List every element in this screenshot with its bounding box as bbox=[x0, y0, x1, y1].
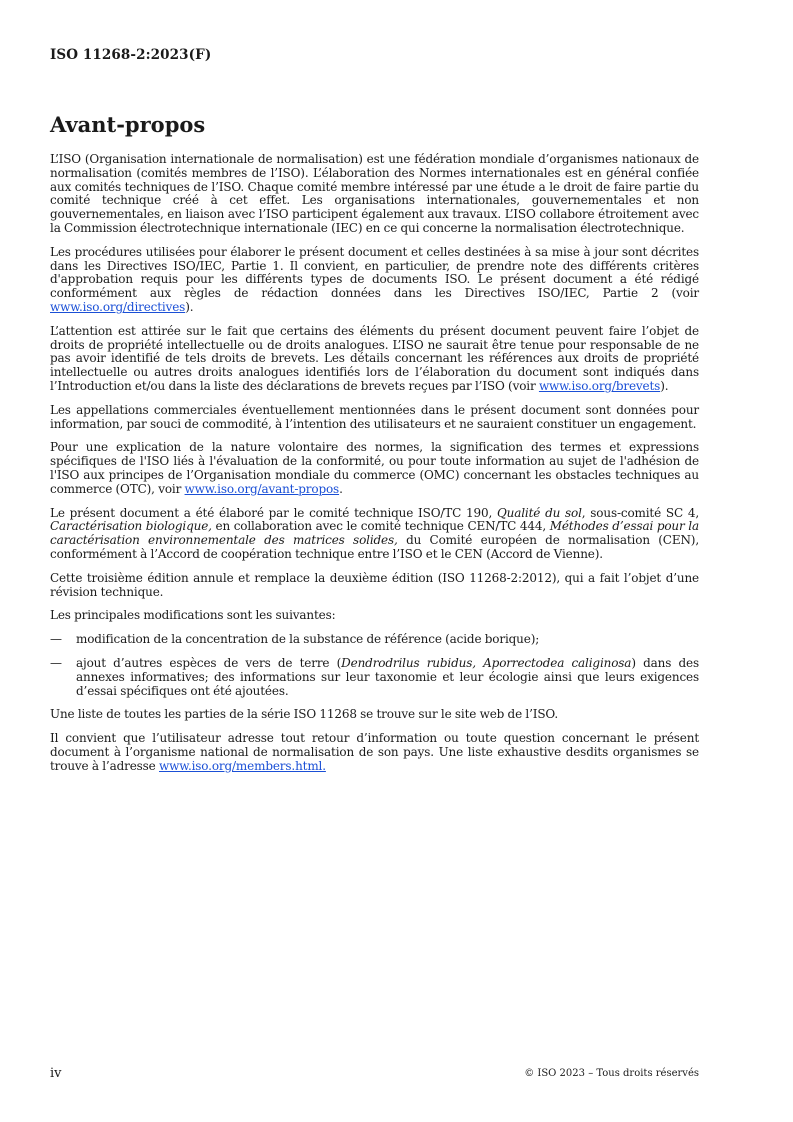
list-item-text-b: ) dans des annexes informatives; des informations sur leur taxonomie et leur écologie ainsi que leurs exigences d’essai spécifiques ont été ajoutées. bbox=[76, 655, 699, 698]
dash-bullet: — bbox=[50, 632, 62, 647]
list-item bbox=[50, 657, 699, 698]
committee-text-b: , sous-comité SC 4, bbox=[581, 505, 699, 520]
paragraph-trade-names: Les appellations commerciales éventuellement mentionnées dans le présent document sont données pour information, par souci de commodité, à l’intention des utilisateurs et ne sauraient constituer un engagement. bbox=[50, 402, 699, 431]
list-item bbox=[50, 633, 699, 647]
voluntary-text: Pour une explication de la nature volontaire des normes, la signification des termes et expressions spécifiques de l'ISO liés à l'évaluation de la conformité, ou pour toute information au sujet de l'adhésion de l'ISO aux principes de l’Organisation mondiale du commerce (OMC) concernant les obstacles techniques au commerce (OTC), voir bbox=[50, 440, 699, 496]
members-link[interactable]: www.iso.org/members.html. bbox=[159, 758, 326, 773]
paragraph-changes-intro: Les principales modifications sont les suivantes: bbox=[50, 608, 336, 623]
foreword-body bbox=[50, 153, 699, 783]
paragraph-procedures bbox=[50, 246, 699, 315]
cen-committee-subject: Méthodes d’essai pour la caractérisation environnementale des matrices solides, bbox=[50, 519, 699, 548]
paragraph-committee bbox=[50, 507, 699, 562]
committee-subject: Qualité du sol bbox=[496, 505, 582, 520]
paragraph-voluntary-nature bbox=[50, 441, 699, 496]
directives-link[interactable]: www.iso.org/directives bbox=[50, 299, 186, 314]
committee-text-d: du Comité européen de normalisation (CEN), conformément à l’Accord de coopération technique entre l’ISO et le CEN (Accord de Vienne). bbox=[50, 533, 699, 561]
patents-text: L’attention est attirée sur le fait que certains des éléments du présent document peuvent faire l’objet de droits de propriété intellectuelle ou de droits analogues. L’ISO ne saurait être tenue pour responsable de ne pas avoir identifié de tels droits de brevets. Les détails concernant les références aux droits de propriété intellectuelle ou autres droits analogues identifiés lors de l’élaboration du document sont indiqués dans l’Introduction et/ou dans la liste des déclarations de brevets reçues par l’ISO (voir bbox=[50, 323, 699, 393]
document-id: ISO 11268-2:2023(F) bbox=[50, 47, 212, 63]
page-number: iv bbox=[50, 1066, 62, 1081]
paragraph-series-list: Une liste de toutes les parties de la série ISO 11268 se trouve sur le site web de l’ISO. bbox=[50, 707, 559, 722]
committee-text-a: Le présent document a été élaboré par le comité technique ISO/TC 190, bbox=[50, 505, 497, 520]
procedures-text: Les procédures utilisées pour élaborer le présent document et celles destinées à sa mise à jour sont décrites dans les Directives ISO/IEC, Partie 1. Il convient, en particulier, de prendre note des différents critères d'approbation requis pour les différents types de documents ISO. Le présent document a été rédigé conformément aux règles de rédaction données dans les Directives ISO/IEC, Partie 2 (voir bbox=[50, 244, 699, 301]
paragraph-patents bbox=[50, 325, 699, 394]
foreword-link[interactable]: www.iso.org/avant-propos bbox=[184, 481, 340, 496]
copyright-notice: © ISO 2023 – Tous droits réservés bbox=[524, 1068, 699, 1079]
paragraph-iso-intro: L’ISO (Organisation internationale de normalisation) est une fédération mondiale d’organismes nationaux de normalisation (comités membres de l’ISO). L’élaboration des Normes internationales est en général confiée aux comités techniques de l’ISO. Chaque comité membre intéressé par une étude a le droit de faire partie du comité technique créé à cet effet. Les organisations internationales, gouvernementales et non gouvernementales, en liaison avec l’ISO participent également aux travaux. L’ISO collabore étroitement avec la Commission électrotechnique internationale (IEC) en ce qui concerne la normalisation électrotechnique. bbox=[50, 152, 699, 235]
feedback-text: Il convient que l’utilisateur adresse tout retour d’information ou toute question concernant le présent document à l’organisme national de normalisation de son pays. Une liste exhaustive desdits organismes se trouve à l’adresse bbox=[50, 731, 699, 773]
subcommittee-subject: Caractérisation biologique, bbox=[50, 519, 212, 534]
list-item-text: modification de la concentration de la substance de référence (acide borique); bbox=[76, 632, 540, 647]
procedures-end: ). bbox=[185, 299, 194, 314]
committee-text-c: en collaboration avec le comité technique CEN/TC 444, bbox=[211, 519, 550, 534]
paragraph-feedback bbox=[50, 732, 699, 773]
list-item-text-a: ajout d’autres espèces de vers de terre ( bbox=[76, 655, 342, 670]
voluntary-end: . bbox=[339, 481, 343, 496]
page-title: Avant-propos bbox=[50, 112, 206, 137]
species-names: Dendrodrilus rubidus, Aporrectodea caliginosa bbox=[341, 655, 632, 670]
dash-bullet: — bbox=[50, 655, 62, 670]
patents-end: ). bbox=[660, 378, 669, 393]
patents-link[interactable]: www.iso.org/brevets bbox=[538, 378, 661, 393]
paragraph-edition: Cette troisième édition annule et remplace la deuxième édition (ISO 11268-2:2012), qui a fait l’objet d’une révision technique. bbox=[50, 570, 699, 599]
